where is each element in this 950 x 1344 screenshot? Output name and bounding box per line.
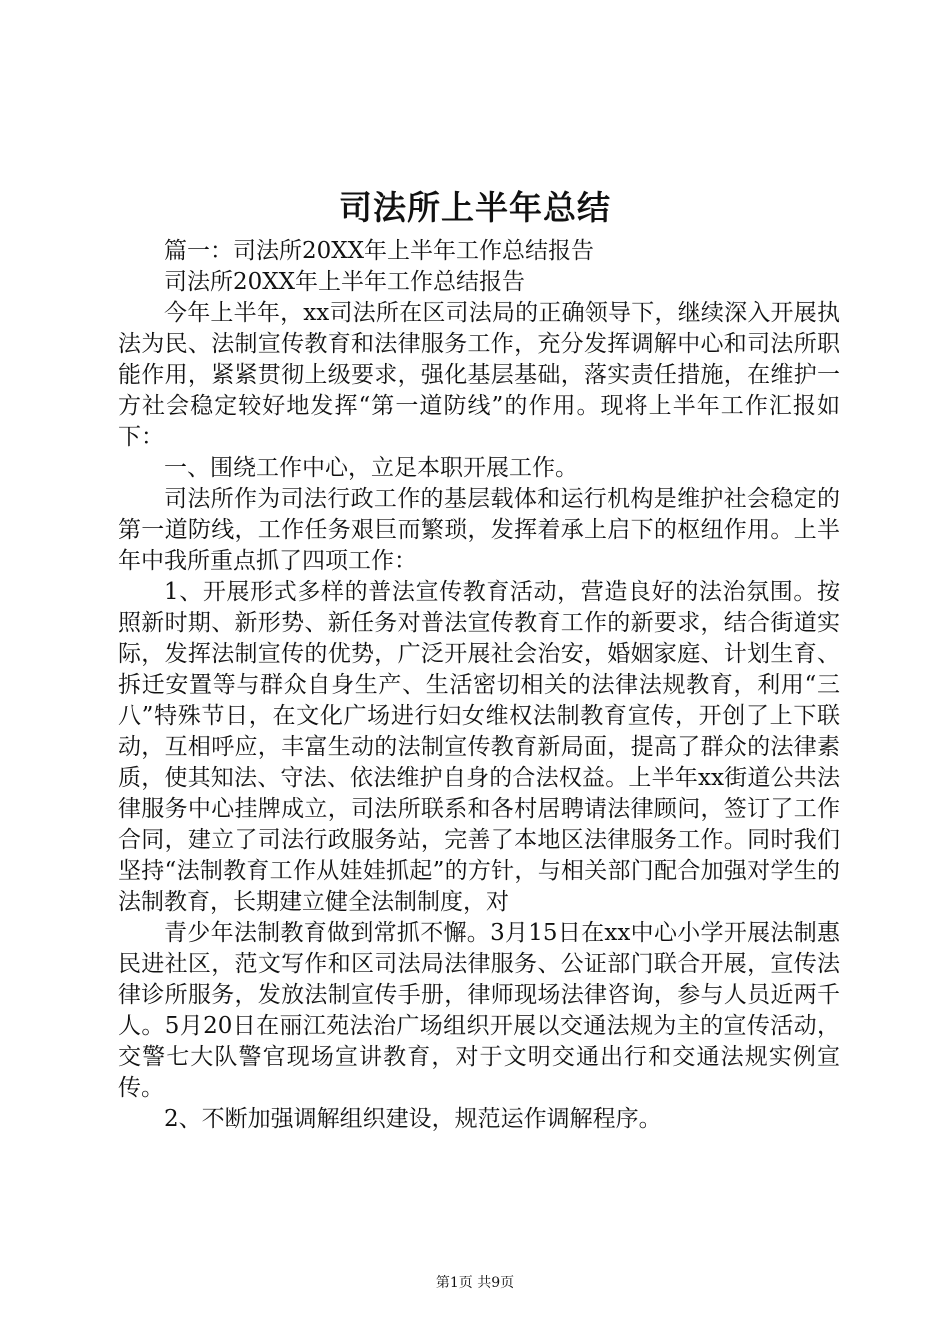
- paragraph: 2、不断加强调解组织建设，规范运作调解程序。: [164, 1106, 662, 1132]
- document-body: [118, 236, 840, 1135]
- document-title: 司法所上半年总结: [339, 188, 611, 227]
- paragraph: 司法所20XX年上半年工作总结报告: [164, 269, 526, 295]
- paragraph: 司法所作为司法行政工作的基层载体和运行机构是维护社会稳定的第一道防线，工作任务艰巨而繁琐，发挥着承上启下的枢纽作用。上半年中我所重点抓了四项工作：: [118, 486, 840, 574]
- paragraph: 篇一：司法所20XX年上半年工作总结报告: [164, 238, 595, 264]
- paragraph: 今年上半年，xx司法所在区司法局的正确领导下，继续深入开展执法为民、法制宣传教育和法律服务工作，充分发挥调解中心和司法所职能作用，紧紧贯彻上级要求，强化基层基础，落实责任措施，在维护一方社会稳定较好地发挥“第一道防线”的作用。现将上半年工作汇报如下：: [118, 300, 840, 450]
- page-footer: 第1页 共9页: [435, 1275, 515, 1291]
- paragraph: 一、围绕工作中心，立足本职开展工作。: [164, 455, 578, 481]
- paragraph: 1、开展形式多样的普法宣传教育活动，营造良好的法治氛围。按照新时期、新形势、新任务对普法宣传教育工作的新要求，结合街道实际，发挥法制宣传的优势，广泛开展社会治安，婚姻家庭、计划生育、拆迁安置等与群众自身生产、生活密切相关的法律法规教育，利用“三八”特殊节日，在文化广场进行妇女维权法制教育宣传，开创了上下联动，互相呼应，丰富生动的法制宣传教育新局面，提高了群众的法律素质，使其知法、守法、依法维护自身的合法权益。上半年xx街道公共法律服务中心挂牌成立，司法所联系和各村居聘请法律顾问，签订了工作合同，建立了司法行政服务站，完善了本地区法律服务工作。同时我们坚持“法制教育工作从娃娃抓起”的方针，与相关部门配合加强对学生的法制教育，长期建立健全法制制度，对: [118, 579, 840, 915]
- paragraph: 青少年法制教育做到常抓不懈。3月15日在xx中心小学开展法制惠民进社区，范文写作和区司法局法律服务、公证部门联合开展，宣传法律诊所服务，发放法制宣传手册，律师现场法律咨询，参与人员近两千人。5月20日在丽江苑法治广场组织开展以交通法规为主的宣传活动，交警七大队警官现场宣讲教育，对于文明交通出行和交通法规实例宣传。: [118, 920, 840, 1101]
